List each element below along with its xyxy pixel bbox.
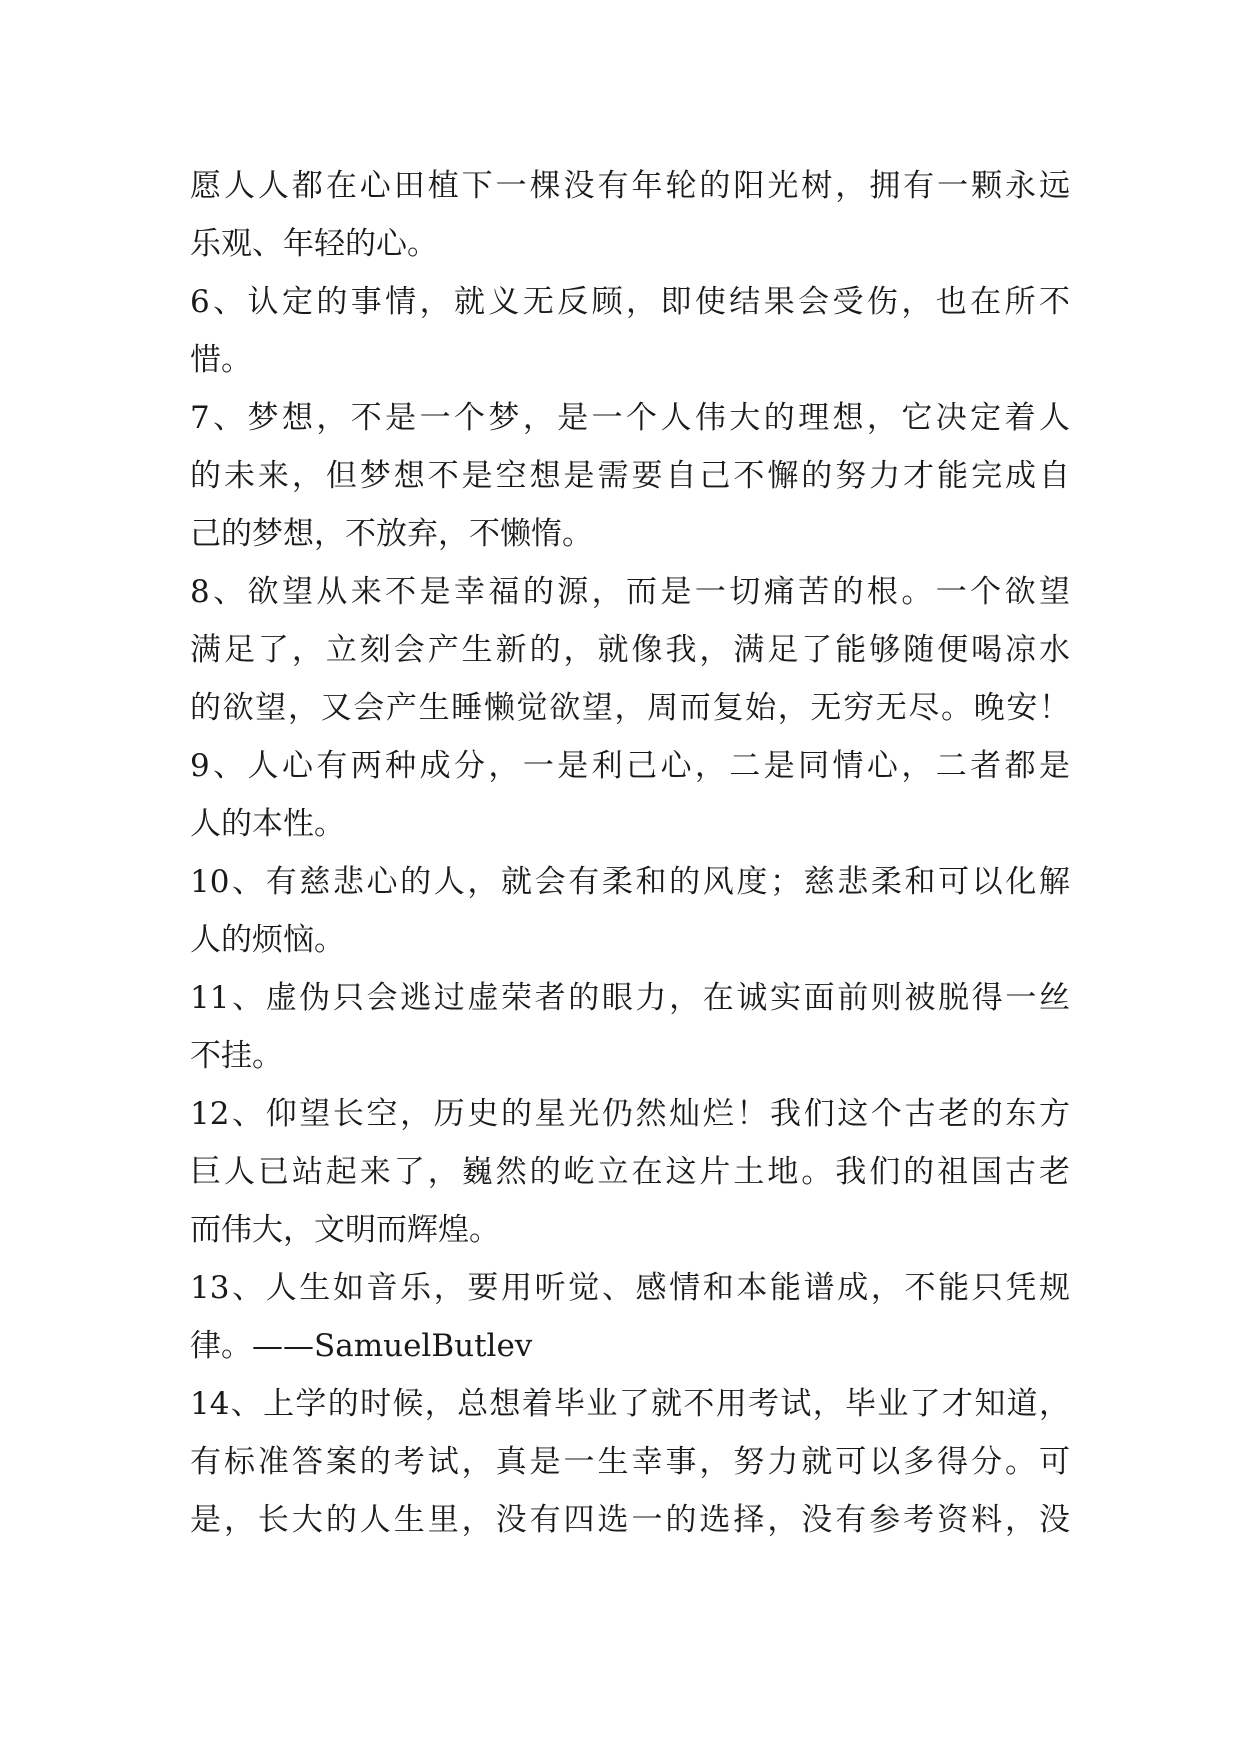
text-line: 11、虚伪只会逃过虚荣者的眼力，在诚实面前则被脱得一丝 (190, 980, 1070, 1016)
text-line: 人的烦恼。 (190, 922, 345, 958)
text-line: 不挂。 (190, 1038, 283, 1074)
text-line: 9、人心有两种成分，一是利己心，二是同情心，二者都是 (190, 748, 1070, 784)
text-line: 愿人人都在心田植下一棵没有年轮的阳光树，拥有一颗永远 (190, 168, 1070, 204)
text-line: 的欲望，又会产生睡懒觉欲望，周而复始，无穷无尽。晚安！ (190, 690, 1070, 726)
text-line: 13、人生如音乐，要用听觉、感情和本能谱成，不能只凭规 (190, 1270, 1070, 1306)
text-line: 而伟大，文明而辉煌。 (190, 1212, 500, 1248)
body-text (190, 157, 1070, 1549)
text-line: 10、有慈悲心的人，就会有柔和的风度；慈悲柔和可以化解 (190, 864, 1070, 900)
text-line: 人的本性。 (190, 806, 345, 842)
text-line: 12、仰望长空，历史的星光仍然灿烂！我们这个古老的东方 (190, 1096, 1070, 1132)
text-line: 满足了，立刻会产生新的，就像我，满足了能够随便喝凉水 (190, 632, 1070, 668)
text-line: 7、梦想，不是一个梦，是一个人伟大的理想，它决定着人 (190, 400, 1070, 436)
text-line: 惜。 (190, 342, 252, 378)
text-line: 己的梦想，不放弃，不懒惰。 (190, 516, 593, 552)
text-line: 乐观、年轻的心。 (190, 226, 438, 262)
text-line: 6、认定的事情，就义无反顾，即使结果会受伤，也在所不 (190, 284, 1070, 320)
text-line: 律。——SamuelButlev (190, 1328, 533, 1364)
text-line: 是，长大的人生里，没有四选一的选择，没有参考资料，没 (190, 1502, 1070, 1538)
text-line: 14、上学的时候，总想着毕业了就不用考试，毕业了才知道， (190, 1386, 1070, 1422)
text-line: 的未来，但梦想不是空想是需要自己不懈的努力才能完成自 (190, 458, 1070, 494)
text-line: 8、欲望从来不是幸福的源，而是一切痛苦的根。一个欲望 (190, 574, 1070, 610)
text-line: 有标准答案的考试，真是一生幸事，努力就可以多得分。可 (190, 1444, 1070, 1480)
text-line: 巨人已站起来了，巍然的屹立在这片土地。我们的祖国古老 (190, 1154, 1070, 1190)
